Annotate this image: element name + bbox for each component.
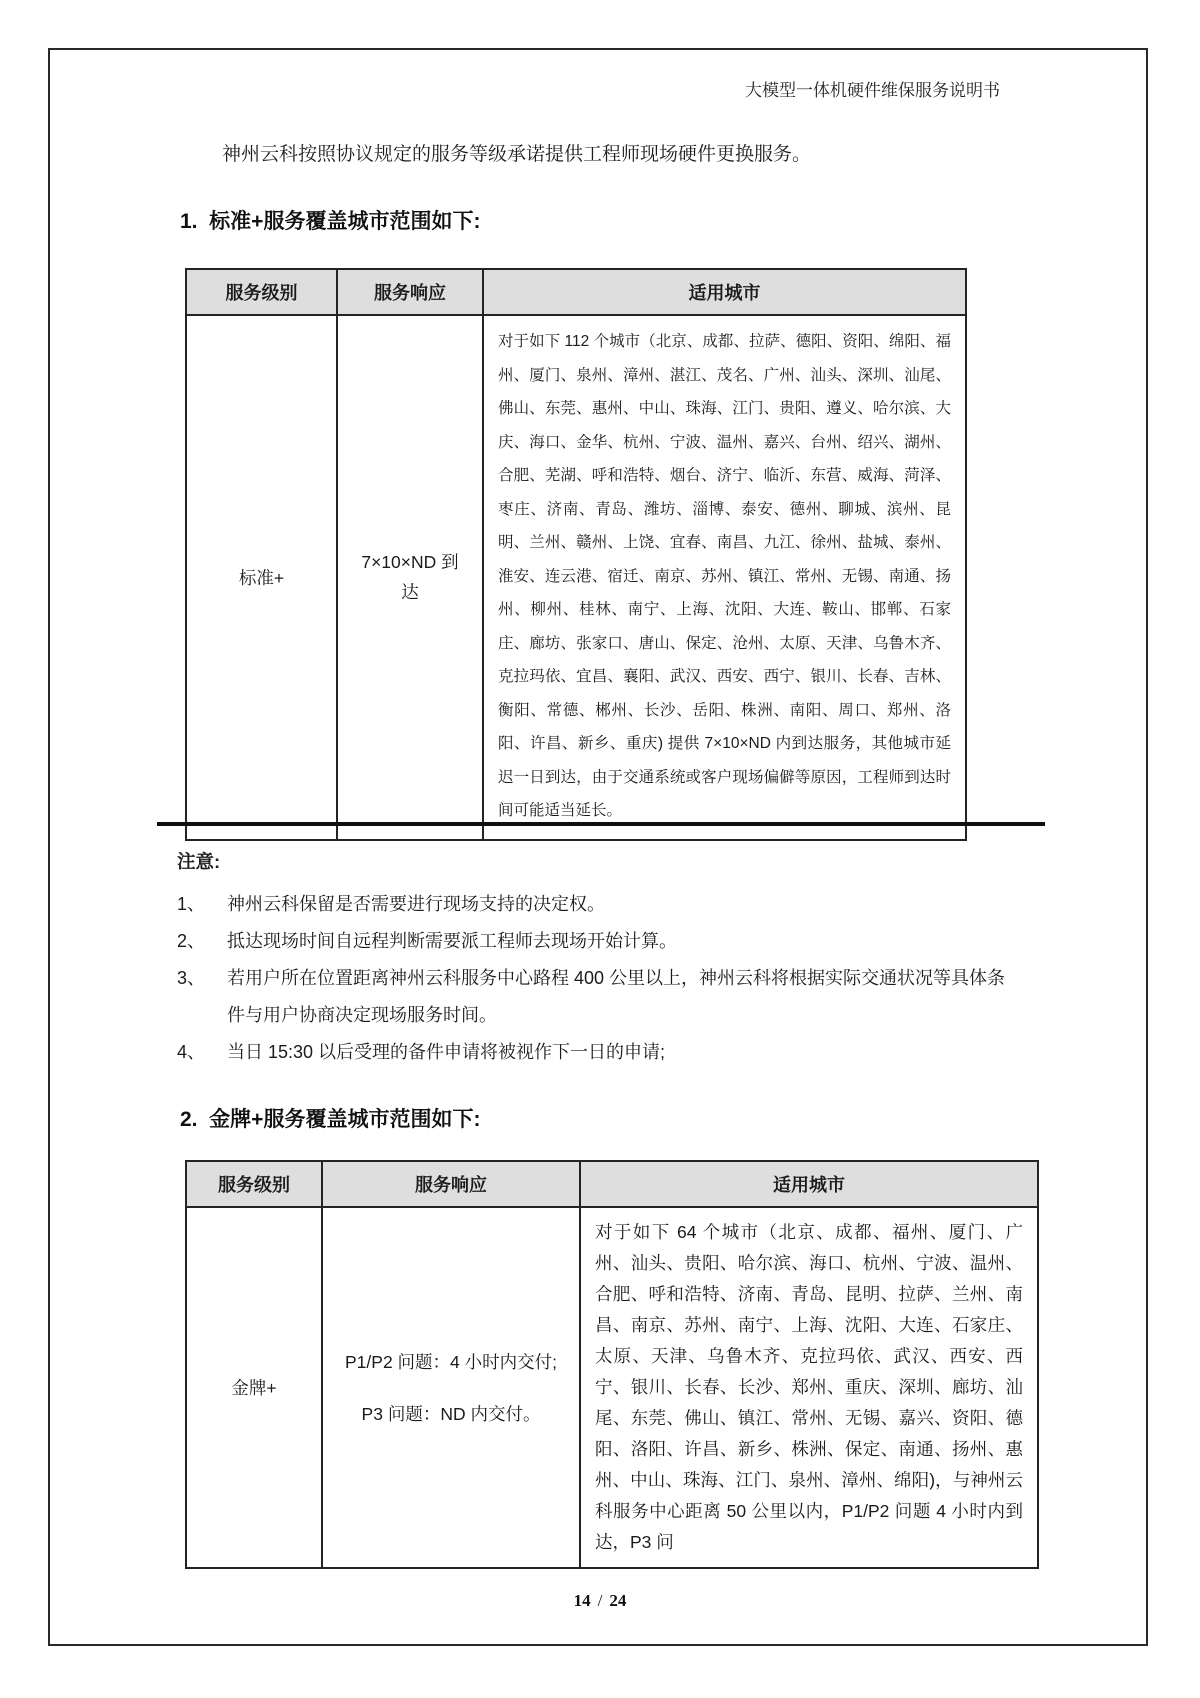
column-header-service-response: 服务响应 [322, 1161, 580, 1207]
document-header-title: 大模型一体机硬件维保服务说明书 [745, 81, 1000, 100]
section-divider-rule [157, 822, 1045, 826]
gold-service-table [185, 1160, 1039, 1569]
list-item-number: 2、 [177, 931, 206, 951]
service-response-p1p2: P1/P2 问题：4 小时内交付; [345, 1351, 557, 1372]
service-response-cell [322, 1207, 580, 1568]
list-item-text: 当日 15:30 以后受理的备件申请将被视作下一日的申请; [227, 1042, 666, 1062]
list-item [177, 960, 1007, 1034]
page-number: 14 [573, 1591, 591, 1610]
list-item-number: 1、 [177, 894, 206, 914]
column-header-applicable-cities: 适用城市 [580, 1161, 1038, 1207]
section2-heading: 2. 金牌+服务覆盖城市范围如下: [180, 1108, 481, 1131]
intro-paragraph: 神州云科按照协议规定的服务等级承诺提供工程师现场硬件更换服务。 [222, 144, 812, 165]
column-header-service-level: 服务级别 [186, 1161, 322, 1207]
applicable-cities-cell: 对于如下 64 个城市（北京、成都、福州、厦门、广州、汕头、贵阳、哈尔滨、海口、杭州、宁波、温州、合肥、呼和浩特、济南、青岛、昆明、拉萨、兰州、南昌、南京、苏州、南宁、上海、沈阳、大连、石家庄、太原、天津、乌鲁木齐、克拉玛依、武汉、西安、西宁、银川、长春、长沙、郑州、重庆、深圳、廊坊、汕尾、东莞、佛山、镇江、常州、无锡、嘉兴、资阳、德阳、洛阳、许昌、新乡、株洲、保定、南通、扬州、惠州、中山、珠海、江门、泉州、漳州、绵阳)，与神州云科服务中心距离 50 公里以内，P1/P2 问题 4 小时内到达，P3 问 [580, 1207, 1038, 1568]
table-row [186, 315, 966, 840]
standard-service-table [185, 268, 967, 841]
table-row [186, 1207, 1038, 1568]
list-item-text: 抵达现场时间自远程判断需要派工程师去现场开始计算。 [227, 931, 677, 951]
total-pages: 24 [609, 1591, 627, 1610]
list-item-text: 神州云科保留是否需要进行现场支持的决定权。 [227, 894, 605, 914]
service-response-p3: P3 问题：ND 内交付。 [361, 1403, 541, 1424]
service-level-cell: 标准+ [186, 315, 337, 840]
service-response-cell: 7×10×ND 到达 [337, 315, 483, 840]
list-item [177, 1034, 1007, 1071]
service-level-cell: 金牌+ [186, 1207, 322, 1568]
page-footer [0, 1591, 1200, 1611]
applicable-cities-cell: 对于如下 112 个城市（北京、成都、拉萨、德阳、资阳、绵阳、福州、厦门、泉州、漳州、湛江、茂名、广州、汕头、深圳、汕尾、佛山、东莞、惠州、中山、珠海、江门、贵阳、遵义、哈尔滨、大庆、海口、金华、杭州、宁波、温州、嘉兴、台州、绍兴、湖州、合肥、芜湖、呼和浩特、烟台、济宁、临沂、东营、威海、菏泽、枣庄、济南、青岛、潍坊、淄博、泰安、德州、聊城、滨州、昆明、兰州、赣州、上饶、宜春、南昌、九江、徐州、盐城、泰州、淮安、连云港、宿迁、南京、苏州、镇江、常州、无锡、南通、扬州、柳州、桂林、南宁、上海、沈阳、大连、鞍山、邯郸、石家庄、廊坊、张家口、唐山、保定、沧州、太原、天津、乌鲁木齐、克拉玛依、宜昌、襄阳、武汉、西安、西宁、银川、长春、吉林、衡阳、常德、郴州、长沙、岳阳、株洲、南阳、周口、郑州、洛阳、许昌、新乡、重庆) 提供 7×10×ND 内到达服务，其他城市延迟一日到达，由于交通系统或客户现场偏僻等原因，工程师到达时间可能适当延长。 [483, 315, 966, 840]
column-header-service-response: 服务响应 [337, 269, 483, 315]
section1-heading: 1. 标准+服务覆盖城市范围如下: [180, 210, 481, 233]
list-item [177, 886, 1007, 923]
page-number-separator: / [597, 1591, 603, 1610]
list-item-number: 3、 [177, 968, 206, 988]
table-header-row [186, 1161, 1038, 1207]
column-header-applicable-cities: 适用城市 [483, 269, 966, 315]
list-item [177, 923, 1007, 960]
notes-label: 注意: [177, 851, 221, 872]
column-header-service-level: 服务级别 [186, 269, 337, 315]
list-item-number: 4、 [177, 1042, 206, 1062]
list-item-text: 若用户所在位置距离神州云科服务中心路程 400 公里以上，神州云科将根据实际交通状况等具体条件与用户协商决定现场服务时间。 [227, 968, 1006, 1025]
notes-list [177, 886, 1007, 1071]
table-header-row [186, 269, 966, 315]
